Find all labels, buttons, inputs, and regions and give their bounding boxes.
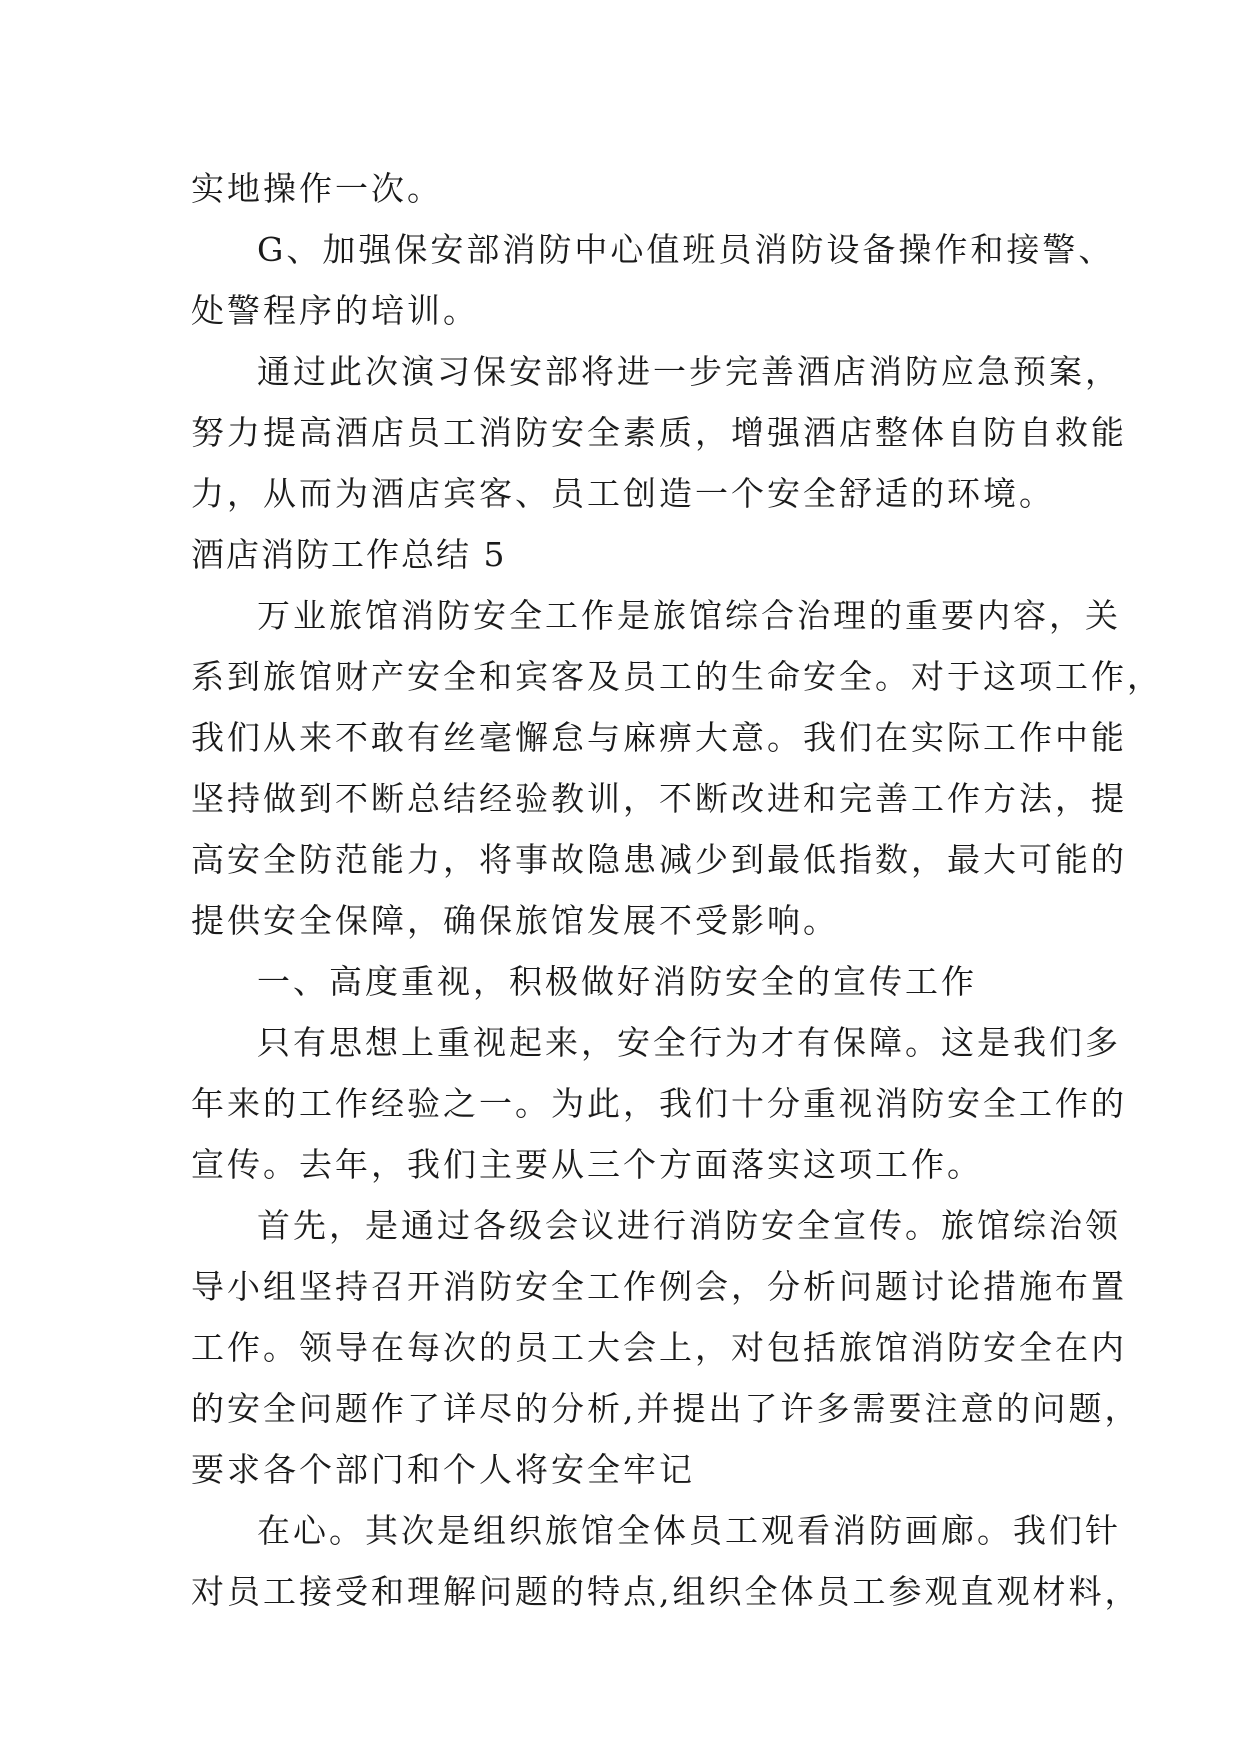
section-heading: 酒店消防工作总结 5: [191, 535, 507, 574]
text-line: 一、高度重视，积极做好消防安全的宣传工作: [257, 962, 977, 1001]
text-line: 高安全防范能力，将事故隐患减少到最低指数，最大可能的: [191, 840, 1127, 879]
text-line: 力，从而为酒店宾客、员工创造一个安全舒适的环境。: [191, 474, 1055, 513]
text-line: 在心。其次是组织旅馆全体员工观看消防画廊。我们针: [257, 1511, 1121, 1550]
text-line: 工作。领导在每次的员工大会上，对包括旅馆消防安全在内: [191, 1328, 1127, 1367]
text-line: 处警程序的培训。: [191, 291, 479, 330]
text-line: 宣传。去年，我们主要从三个方面落实这项工作。: [191, 1145, 983, 1184]
text-line: 我们从来不敢有丝毫懈怠与麻痹大意。我们在实际工作中能: [191, 718, 1127, 757]
text-line: 要求各个部门和个人将安全牢记: [191, 1450, 695, 1489]
text-line: 通过此次演习保安部将进一步完善酒店消防应急预案，: [257, 352, 1121, 391]
text-line: 实地操作一次。: [191, 169, 443, 208]
text-line: G、加强保安部消防中心值班员消防设备操作和接警、: [257, 230, 1115, 269]
text-line: 的安全问题作了详尽的分析,并提出了许多需要注意的问题，: [191, 1389, 1141, 1428]
text-line: 万业旅馆消防安全工作是旅馆综合治理的重要内容，关: [257, 596, 1121, 635]
text-line: 系到旅馆财产安全和宾客及员工的生命安全。对于这项工作，: [191, 657, 1163, 696]
text-line: 努力提高酒店员工消防安全素质，增强酒店整体自防自救能: [191, 413, 1127, 452]
text-line: 对员工接受和理解问题的特点,组织全体员工参观直观材料，: [191, 1572, 1141, 1611]
text-line: 提供安全保障，确保旅馆发展不受影响。: [191, 901, 839, 940]
text-line: 只有思想上重视起来，安全行为才有保障。这是我们多: [257, 1023, 1121, 1062]
text-line: 坚持做到不断总结经验教训，不断改进和完善工作方法，提: [191, 779, 1127, 818]
text-line: 导小组坚持召开消防安全工作例会，分析问题讨论措施布置: [191, 1267, 1127, 1306]
text-line: 年来的工作经验之一。为此，我们十分重视消防安全工作的: [191, 1084, 1127, 1123]
text-line: 首先，是通过各级会议进行消防安全宣传。旅馆综治领: [257, 1206, 1121, 1245]
document-body: [191, 158, 1163, 1622]
